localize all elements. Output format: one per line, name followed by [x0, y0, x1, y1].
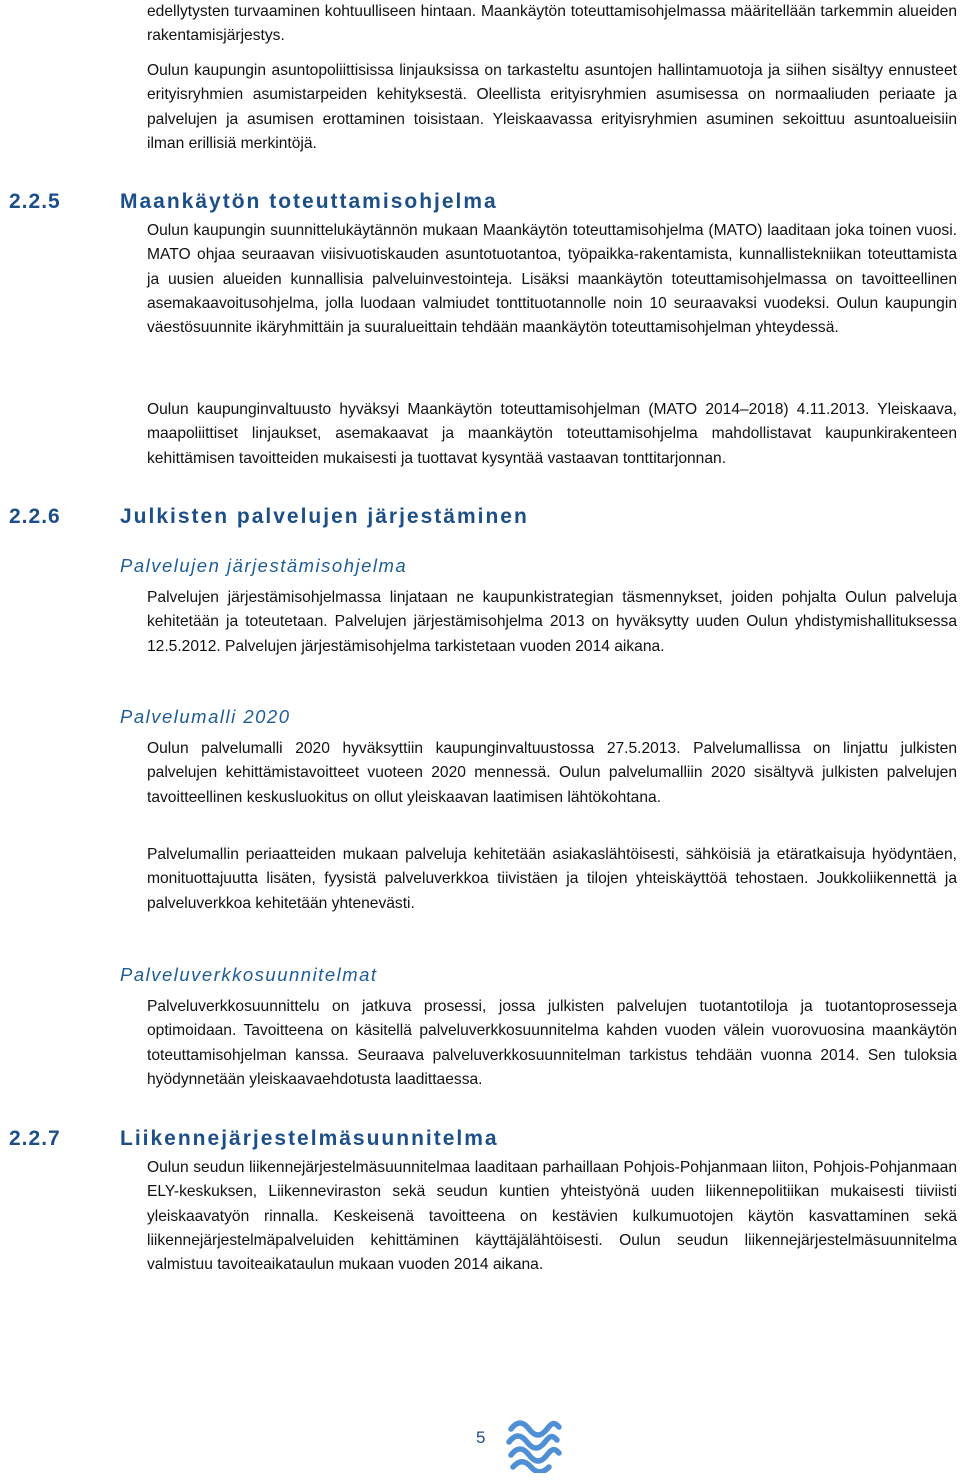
page-number: 5 [476, 1428, 486, 1447]
paragraph-mato-intro: Oulun kaupungin suunnittelukäytännön mukaan Maankäytön toteuttamisohjelma (MATO) laaditaan joka toinen vuosi. MATO ohjaa seuraavan viisivuotiskauden asuntotuotantoa, työpaikka-rakentamista, kunnallistekniikan toteuttamista ja uusien alueiden kunnallisia palveluinvestointeja. Lisäksi maankäytön toteuttamisohjelmassa on tavoitteellinen asemakaavoitusohjelma, jolla luodaan valmiudet tonttituotannolle noin 10 seuraavaksi vuodeksi. Oulun kaupungin väestösuunnite ikäryhmittäin ja suuralueittain tehdään maankäytön toteuttamisohjelman yhteydessä. [147, 222, 957, 337]
section-number-2-2-7: 2.2.7 [9, 1127, 61, 1150]
paragraph-intro-end: edellytysten turvaaminen kohtuulliseen hintaan. Maankäytön toteuttamisohjelmassa määritellään tarkemmin alueiden rakentamisjärjestys. [147, 3, 957, 45]
subheading-service-arrangement-program: Palvelujen järjestämisohjelma [120, 555, 408, 576]
paragraph-housing-policy: Oulun kaupungin asuntopoliittisissa linjauksissa on tarkasteltu asuntojen hallintamuotoja ja siihen sisältyy ennusteet erityisryhmien asumistarpeiden kehityksestä. Oleellista erityisryhmien asumisessa on normaaliuden periaate ja palvelujen ja asumisen erottaminen toisistaan. Yleiskaavassa erityisryhmien asuminen sekoittuu asuntoalueisiin ilman erillisiä merkintöjä. [147, 62, 957, 152]
paragraph-transport-system: Oulun seudun liikennejärjestelmäsuunnitelmaa laaditaan parhaillaan Pohjois-Pohjanmaan liiton, Pohjois-Pohjanmaan ELY-keskuksen, Liikenneviraston sekä seudun kuntien yhteistyönä uuden liikennepolitiikan mukaisesti tiiviisti yleiskaavatyön rinnalla. Keskeisenä tavoitteena on kestävien kulkumuotojen käytön kasvattaminen sekä liikennejärjestelmäpalveluiden kehittäminen käyttäjälähtöisesti. Oulun seudun liikennejärjestelmäsuunnitelma valmistuu tavoiteaikataulun mukaan vuoden 2014 aikana. [147, 1159, 957, 1274]
section-number-2-2-5: 2.2.5 [9, 190, 61, 213]
paragraph-service-model-principles: Palvelumallin periaatteiden mukaan palveluja kehitetään asiakaslähtöisesti, sähköisiä ja etäratkaisuja hyödyntäen, monituottajuutta lisäten, fyysistä palveluverkkoa tiivistäen ja tilojen yhteiskäyttöä tehostaen. Joukkoliikennettä ja palveluverkkoa kehitetään yhtenevästi. [147, 846, 957, 912]
section-title-transport-system-plan: Liikennejärjestelmäsuunnitelma [120, 1127, 499, 1150]
paragraph-service-model-approval: Oulun palvelumalli 2020 hyväksyttiin kaupunginvaltuustossa 27.5.2013. Palvelumallissa on linjattu julkisten palvelujen kehittämistavoitteet vuoteen 2020 mennessä. Oulun palvelumalliin 2020 sisältyvä julkisten palvelujen tavoitteellinen keskusluokitus on ollut yleiskaavan laatimisen lähtökohtana. [147, 740, 957, 806]
paragraph-mato-approval: Oulun kaupunginvaltuusto hyväksyi Maankäytön toteuttamisohjelman (MATO 2014–2018) 4.11.2013. Yleiskaava, maapoliittiset linjaukset, asemakaavat ja maankäytön toteuttamisohjelma mahdollistavat kaupunkirakenteen kehittämisen tavoitteiden mukaisesti ja tuottavat kysyntää vastaavan tonttitarjonnan. [147, 401, 957, 467]
section-title-land-use-program: Maankäytön toteuttamisohjelma [120, 190, 498, 213]
paragraph-service-arrangement: Palvelujen järjestämisohjelmassa linjataan ne kaupunkistrategian täsmennykset, joiden pohjalta Oulun palveluja kehitetään ja toteutetaan. Palvelujen järjestämisohjelma 2013 on hyväksytty uuden Oulun yhdistymishallituksessa 12.5.2012. Palvelujen järjestämisohjelma tarkistetaan vuoden 2014 aikana. [147, 589, 957, 655]
waves-logo-icon [505, 1415, 563, 1473]
subheading-service-network-plans: Palveluverkkosuunnitelmat [120, 964, 378, 985]
section-title-public-services: Julkisten palvelujen järjestäminen [120, 505, 529, 528]
paragraph-service-network: Palveluverkkosuunnittelu on jatkuva prosessi, jossa julkisten palvelujen tuotantotiloja ja tuotantoprosesseja optimoidaan. Tavoitteena on käsitellä palveluverkkosuunnitelma kahden vuoden välein vuorovuosina maankäytön toteuttamisohjelman kanssa. Seuraava palveluverkkosuunnitelman tarkistus tehdään vuonna 2014. Sen tuloksia hyödynnetään yleiskaavaehdotusta laadittaessa. [147, 998, 957, 1088]
section-number-2-2-6: 2.2.6 [9, 505, 61, 528]
subheading-service-model-2020: Palvelumalli 2020 [120, 706, 291, 727]
